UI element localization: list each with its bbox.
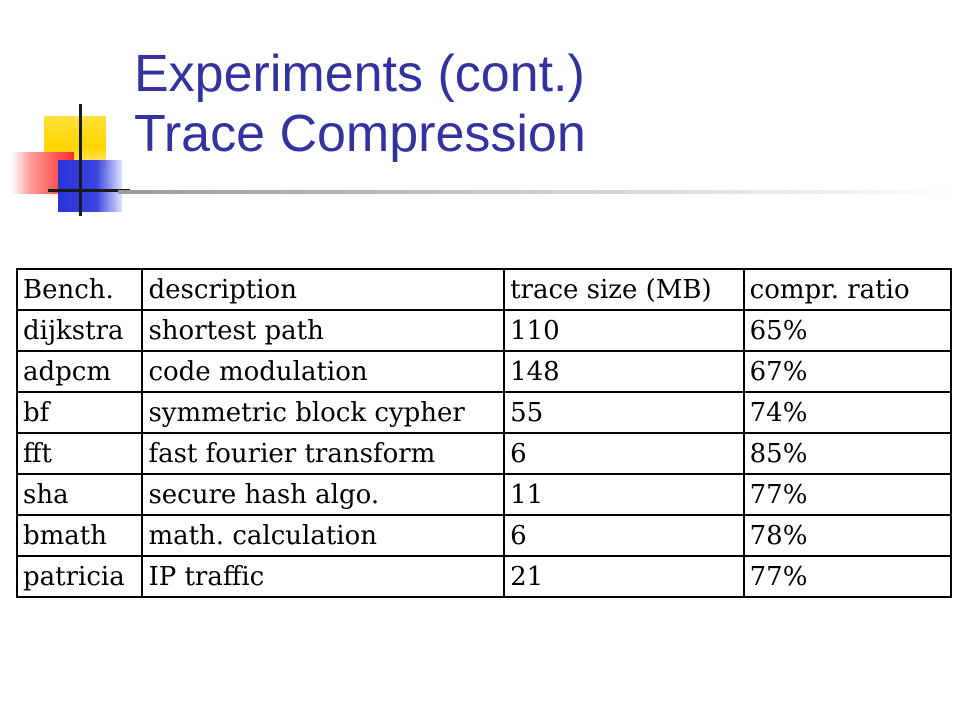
trace-size-cell: 110 bbox=[504, 310, 744, 351]
description-cell: IP traffic bbox=[142, 556, 504, 597]
bench-cell: bf bbox=[17, 392, 142, 433]
column-header-bench: Bench. bbox=[17, 269, 142, 310]
bench-cell: patricia bbox=[17, 556, 142, 597]
table-row bbox=[17, 515, 951, 556]
description-cell: secure hash algo. bbox=[142, 474, 504, 515]
table-row bbox=[17, 351, 951, 392]
table-row bbox=[17, 474, 951, 515]
trace-size-cell: 148 bbox=[504, 351, 744, 392]
trace-size-cell: 6 bbox=[504, 515, 744, 556]
ratio-cell: 77% bbox=[744, 474, 951, 515]
table-row bbox=[17, 556, 951, 597]
column-header-compression-ratio: compr. ratio bbox=[744, 269, 951, 310]
bench-cell: bmath bbox=[17, 515, 142, 556]
bench-cell: adpcm bbox=[17, 351, 142, 392]
description-cell: code modulation bbox=[142, 351, 504, 392]
ratio-cell: 78% bbox=[744, 515, 951, 556]
bench-cell: fft bbox=[17, 433, 142, 474]
table-header-row bbox=[17, 269, 951, 310]
description-cell: symmetric block cypher bbox=[142, 392, 504, 433]
bench-cell: sha bbox=[17, 474, 142, 515]
blue-square bbox=[58, 160, 122, 212]
trace-size-cell: 11 bbox=[504, 474, 744, 515]
trace-size-cell: 55 bbox=[504, 392, 744, 433]
column-header-description: description bbox=[142, 269, 504, 310]
decorative-squares-logo bbox=[0, 0, 140, 220]
bench-cell: dijkstra bbox=[17, 310, 142, 351]
description-cell: fast fourier transform bbox=[142, 433, 504, 474]
table-row bbox=[17, 310, 951, 351]
ratio-cell: 77% bbox=[744, 556, 951, 597]
title-divider bbox=[118, 190, 960, 194]
ratio-cell: 67% bbox=[744, 351, 951, 392]
benchmark-table bbox=[16, 268, 952, 598]
ratio-cell: 65% bbox=[744, 310, 951, 351]
ratio-cell: 85% bbox=[744, 433, 951, 474]
title-line-2: Trace Compression bbox=[134, 105, 586, 163]
description-cell: shortest path bbox=[142, 310, 504, 351]
slide-title bbox=[134, 44, 586, 164]
vertical-line bbox=[79, 104, 82, 216]
ratio-cell: 74% bbox=[744, 392, 951, 433]
benchmark-table-container bbox=[16, 268, 952, 598]
trace-size-cell: 6 bbox=[504, 433, 744, 474]
cropped-caption-fragment bbox=[320, 604, 640, 616]
table-row bbox=[17, 433, 951, 474]
title-line-1: Experiments (cont.) bbox=[134, 45, 585, 103]
trace-size-cell: 21 bbox=[504, 556, 744, 597]
description-cell: math. calculation bbox=[142, 515, 504, 556]
column-header-trace-size: trace size (MB) bbox=[504, 269, 744, 310]
table-row bbox=[17, 392, 951, 433]
